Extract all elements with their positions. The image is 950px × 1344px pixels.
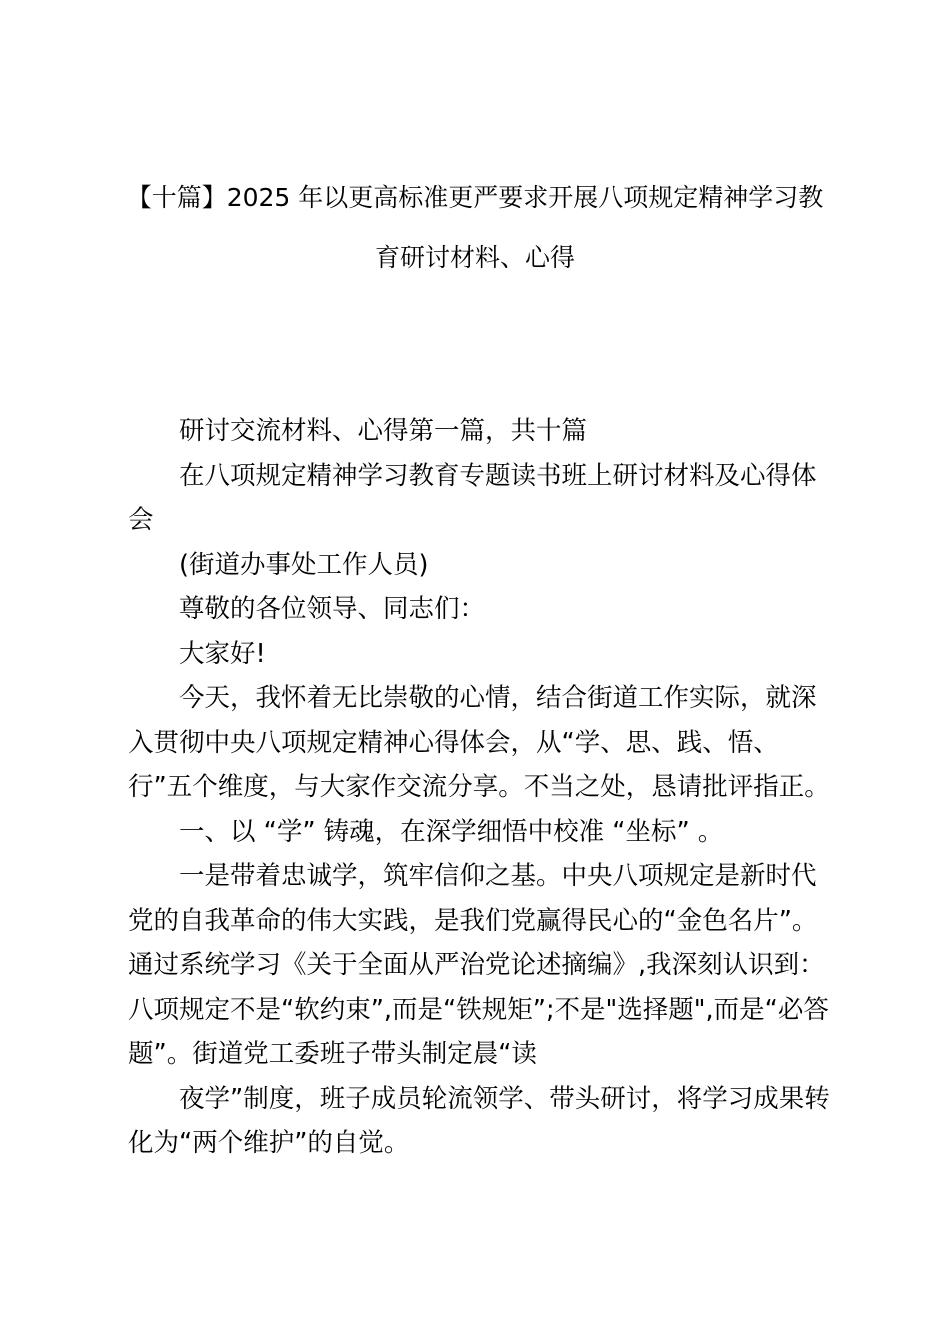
paragraph-line: 通过系统学习《关于全面从严治党论述摘编》,我深刻认识到： (128, 950, 825, 980)
paragraph-line: (街道办事处工作人员) (179, 549, 429, 580)
paragraph-line: 会 (128, 505, 154, 535)
paragraph-line: 在八项规定精神学习教育专题读书班上研讨材料及心得体 (179, 460, 817, 491)
title-line-1: 【十篇】2025 年以更高标准更严要求开展八项规定精神学习教 (126, 183, 824, 212)
document-title (120, 168, 830, 288)
paragraph-line: 研讨交流材料、心得第一篇，共十篇 (179, 416, 588, 446)
paragraph-line: 今天，我怀着无比崇敬的心情，结合街道工作实际，就深 (179, 683, 817, 713)
paragraph-line: 八项规定不是“软约束”,而是“铁规矩”;不是"选择题",而是“必答 (128, 994, 829, 1025)
paragraph-line: 一是带着忠诚学，筑牢信仰之基。中央八项规定是新时代 (179, 861, 817, 891)
paragraph-line: 党的自我革命的伟大实践，是我们党赢得民心的“金色名片”。 (128, 905, 818, 936)
paragraph-line: 尊敬的各位领导、同志们： (179, 594, 486, 624)
paragraph-line: 化为“两个维护”的自觉。 (128, 1128, 410, 1158)
title-line-2: 育研讨材料、心得 (374, 243, 575, 272)
paragraph-line: 行”五个维度，与大家作交流分享。不当之处，恳请批评指正。 (128, 772, 830, 802)
paragraph-line: 入贯彻中央八项规定精神心得体会，从“学、思、践、悟、 (128, 727, 779, 758)
paragraph-line: 一、以 “学” 铸魂，在深学细悟中校准 “坐标” 。 (179, 816, 724, 847)
paragraph-line: 夜学”制度，班子成员轮流领学、带头研讨，将学习成果转 (179, 1083, 830, 1114)
paragraph-line: 题”。街道党工委班子带头制定晨“读 (128, 1039, 537, 1069)
paragraph-line: 大家好! (179, 638, 266, 669)
document-body (128, 409, 833, 1166)
